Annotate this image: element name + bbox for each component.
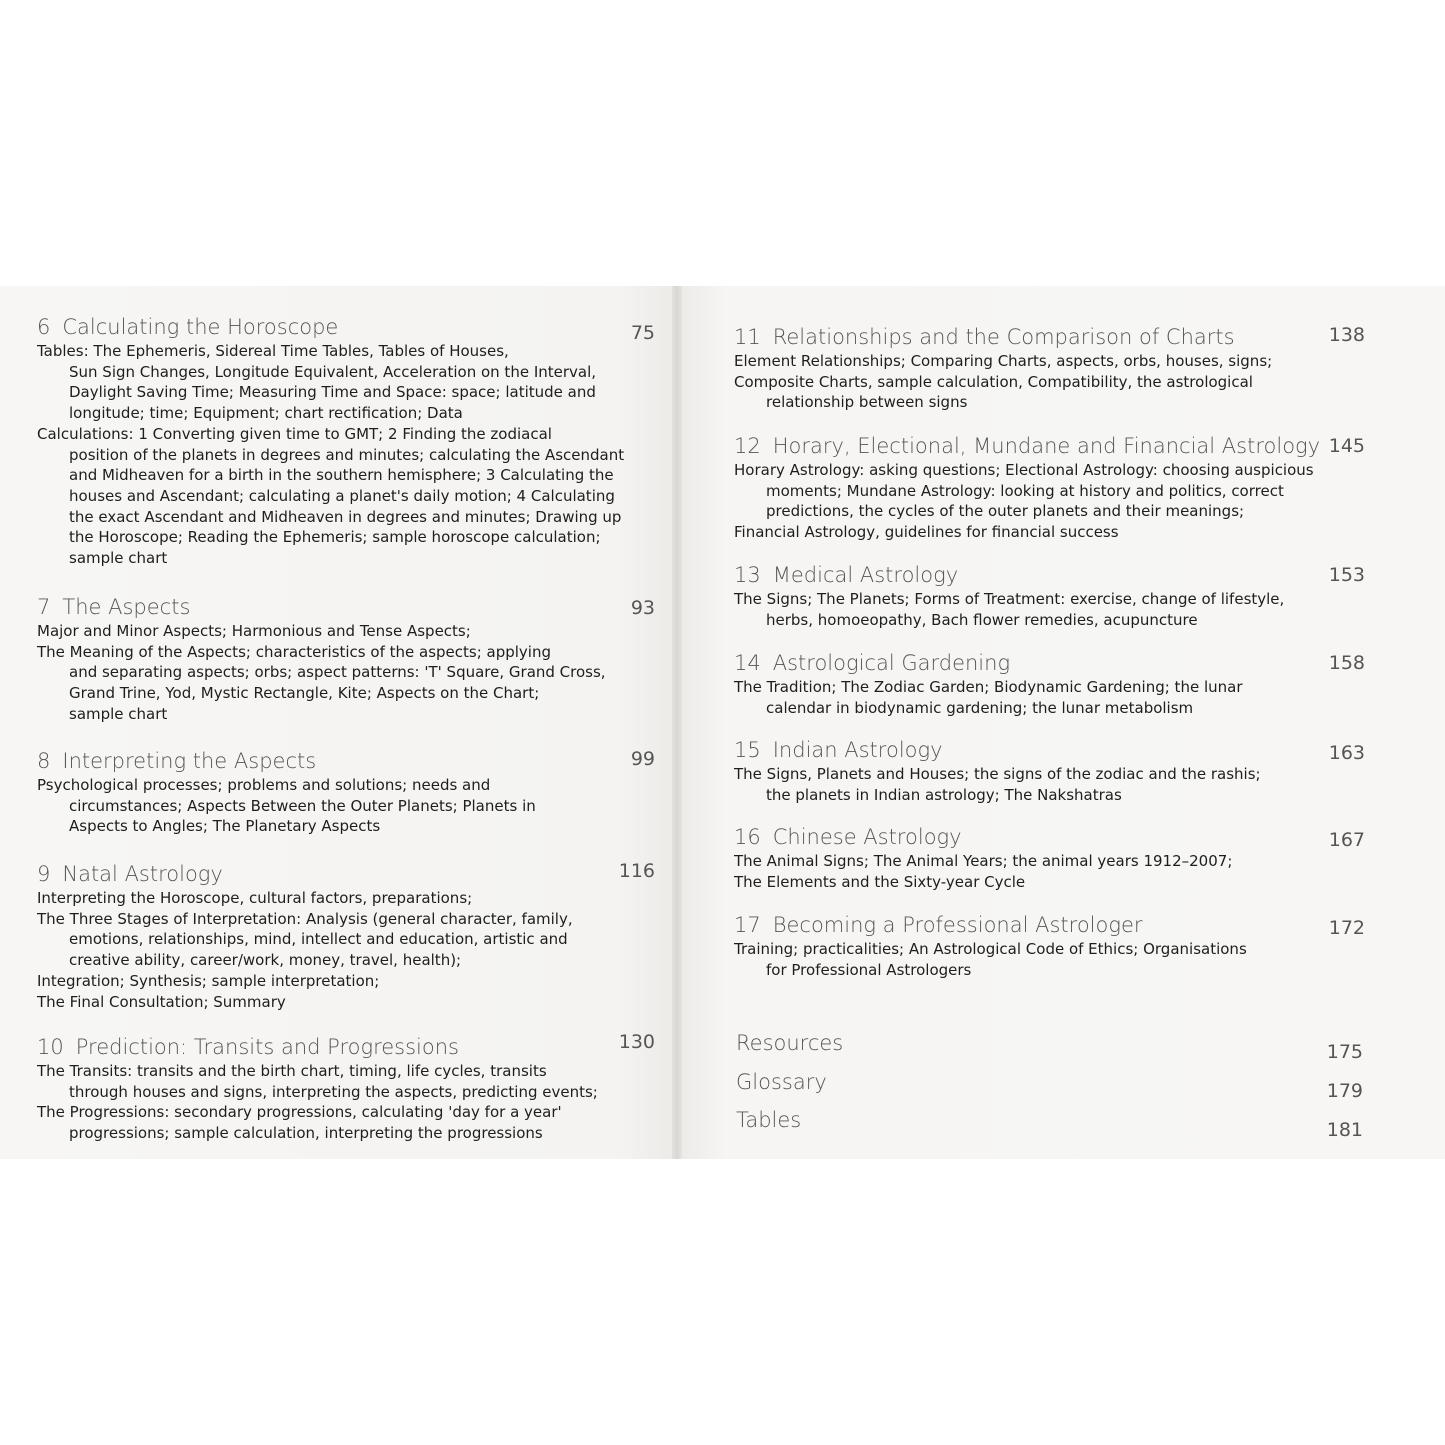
book-gutter bbox=[672, 286, 682, 1159]
chapter-title bbox=[734, 823, 1232, 851]
description-line: Financial Astrology, guidelines for financial success bbox=[734, 523, 1119, 542]
description-line: Psychological processes; problems and solutions; needs and bbox=[37, 776, 491, 794]
chapter-title-text: Relationships and the Comparison of Charts bbox=[772, 325, 1235, 349]
chapter-number: 14 bbox=[734, 651, 761, 675]
description-line: relationship between signs bbox=[766, 393, 968, 412]
chapter-number: 15 bbox=[734, 738, 761, 762]
page-number: 116 bbox=[618, 860, 655, 882]
chapter-number: 6 bbox=[37, 315, 51, 339]
description-line: Element Relationships; Comparing Charts, aspects, orbs, houses, signs; bbox=[734, 352, 1273, 370]
description-line: Tables: The Ephemeris, Sidereal Time Tables, Tables of Houses, bbox=[37, 342, 509, 360]
description-line: Composite Charts, sample calculation, Compatibility, the astrological bbox=[734, 372, 1253, 391]
chapter-title bbox=[37, 593, 606, 621]
description-line: Grand Trine, Yod, Mystic Rectangle, Kite; Aspects on the Chart; bbox=[69, 684, 540, 703]
chapter-number: 8 bbox=[37, 749, 51, 773]
chapter-title bbox=[734, 736, 1261, 764]
page-number: 99 bbox=[630, 748, 655, 770]
description-line: the planets in Indian astrology; The Nakshatras bbox=[766, 785, 1122, 804]
page-number: 93 bbox=[630, 597, 655, 619]
description-line: The Animal Signs; The Animal Years; the animal years 1912–2007; bbox=[734, 852, 1233, 870]
chapter-title-text: Horary, Electional, Mundane and Financial Astrology bbox=[772, 434, 1321, 458]
toc-entry bbox=[734, 649, 1242, 718]
toc-entry bbox=[734, 561, 1284, 630]
page-number: 75 bbox=[630, 322, 655, 344]
description-line: moments; Mundane Astrology: looking at history and politics, correct bbox=[766, 481, 1284, 500]
page-number: 181 bbox=[1326, 1119, 1363, 1141]
back-matter-title: Glossary bbox=[736, 1070, 827, 1094]
description-line: The Progressions: secondary progressions, calculating 'day for a year' bbox=[37, 1103, 562, 1122]
chapter-number: 13 bbox=[734, 563, 761, 587]
description-line: Interpreting the Horoscope, cultural factors, preparations; bbox=[37, 889, 473, 907]
chapter-title-text: Medical Astrology bbox=[772, 563, 959, 587]
chapter-number: 16 bbox=[734, 825, 761, 849]
description-line: The Signs, Planets and Houses; the signs of the zodiac and the rashis; bbox=[734, 765, 1261, 783]
toc-entry bbox=[37, 1033, 598, 1144]
description-line: the Horoscope; Reading the Ephemeris; sample horoscope calculation; bbox=[69, 528, 601, 547]
chapter-title bbox=[37, 860, 573, 888]
description-line: The Signs; The Planets; Forms of Treatment: exercise, change of lifestyle, bbox=[734, 590, 1285, 608]
chapter-title-text: Prediction: Transits and Progressions bbox=[75, 1035, 459, 1059]
description-line: predictions, the cycles of the outer planets and their meanings; bbox=[766, 502, 1245, 521]
chapter-title bbox=[37, 313, 624, 341]
description-line: Calculations: 1 Converting given time to GMT; 2 Finding the zodiacal bbox=[37, 424, 552, 443]
chapter-title bbox=[734, 561, 1284, 589]
description-line: position of the planets in degrees and minutes; calculating the Ascendant bbox=[69, 445, 625, 464]
description-line: sample chart bbox=[69, 549, 168, 568]
chapter-description bbox=[734, 460, 1320, 543]
chapter-title-text: The Aspects bbox=[62, 595, 191, 619]
chapter-description bbox=[37, 621, 606, 725]
description-line: for Professional Astrologers bbox=[766, 960, 972, 979]
page-number: 145 bbox=[1328, 435, 1365, 457]
chapter-description bbox=[734, 939, 1247, 980]
toc-entry bbox=[734, 911, 1247, 980]
chapter-number: 17 bbox=[734, 913, 761, 937]
page-number: 179 bbox=[1326, 1080, 1363, 1102]
chapter-description bbox=[734, 851, 1232, 892]
description-line: Major and Minor Aspects; Harmonious and Tense Aspects; bbox=[37, 622, 471, 640]
toc-entry bbox=[37, 860, 573, 1012]
description-line: Daylight Saving Time; Measuring Time and Space: space; latitude and bbox=[69, 383, 596, 402]
chapter-title bbox=[37, 747, 536, 775]
chapter-description bbox=[734, 677, 1242, 718]
chapter-title bbox=[734, 911, 1247, 939]
chapter-title-text: Calculating the Horoscope bbox=[62, 315, 339, 339]
page-number: 167 bbox=[1328, 829, 1365, 851]
chapter-title-text: Astrological Gardening bbox=[772, 651, 1011, 675]
page-number: 153 bbox=[1328, 564, 1365, 586]
chapter-title bbox=[734, 323, 1272, 351]
page-number: 158 bbox=[1328, 652, 1365, 674]
description-line: Sun Sign Changes, Longitude Equivalent, Acceleration on the Interval, bbox=[69, 362, 597, 381]
chapter-title-text: Natal Astrology bbox=[62, 862, 223, 886]
description-line: The Tradition; The Zodiac Garden; Biodynamic Gardening; the lunar bbox=[734, 678, 1243, 696]
chapter-number: 11 bbox=[734, 325, 761, 349]
description-line: creative ability, career/work, money, travel, health); bbox=[69, 951, 462, 970]
description-line: The Elements and the Sixty-year Cycle bbox=[734, 872, 1026, 891]
chapter-description bbox=[734, 351, 1272, 413]
description-line: the exact Ascendant and Midheaven in degrees and minutes; Drawing up bbox=[69, 507, 622, 526]
description-line: Horary Astrology: asking questions; Electional Astrology: choosing auspicious bbox=[734, 461, 1314, 479]
page-number: 130 bbox=[618, 1031, 655, 1053]
toc-entry bbox=[37, 313, 624, 569]
description-line: Aspects to Angles; The Planetary Aspects bbox=[69, 817, 381, 836]
description-line: progressions; sample calculation, interpreting the progressions bbox=[69, 1124, 543, 1143]
chapter-number: 12 bbox=[734, 434, 761, 458]
description-line: The Three Stages of Interpretation: Analysis (general character, family, bbox=[37, 909, 573, 928]
chapter-description bbox=[37, 341, 624, 569]
description-line: and separating aspects; orbs; aspect patterns: 'T' Square, Grand Cross, bbox=[69, 663, 606, 682]
chapter-description bbox=[37, 1061, 598, 1144]
description-line: circumstances; Aspects Between the Outer Planets; Planets in bbox=[69, 796, 536, 815]
toc-entry bbox=[734, 823, 1232, 892]
page-number: 163 bbox=[1328, 742, 1365, 764]
chapter-description bbox=[734, 764, 1261, 805]
back-matter-title: Resources bbox=[736, 1031, 844, 1055]
page-number: 172 bbox=[1328, 917, 1365, 939]
chapter-title-text: Becoming a Professional Astrologer bbox=[772, 913, 1143, 937]
page-number: 175 bbox=[1326, 1041, 1363, 1063]
chapter-title bbox=[37, 1033, 598, 1061]
chapter-description bbox=[37, 888, 573, 1012]
description-line: herbs, homoeopathy, Bach flower remedies, acupuncture bbox=[766, 610, 1198, 629]
chapter-title bbox=[734, 432, 1320, 460]
chapter-number: 7 bbox=[37, 595, 51, 619]
description-line: houses and Ascendant; calculating a planet's daily motion; 4 Calculating bbox=[69, 486, 615, 505]
back-matter-title: Tables bbox=[736, 1108, 802, 1132]
chapter-title-text: Indian Astrology bbox=[772, 738, 943, 762]
toc-entry bbox=[734, 736, 1261, 805]
description-line: Integration; Synthesis; sample interpretation; bbox=[37, 971, 380, 990]
chapter-number: 9 bbox=[37, 862, 51, 886]
description-line: The Final Consultation; Summary bbox=[37, 992, 286, 1011]
chapter-description bbox=[734, 589, 1284, 630]
toc-entry bbox=[37, 747, 536, 837]
chapter-description bbox=[37, 775, 536, 837]
description-line: longitude; time; Equipment; chart rectification; Data bbox=[69, 404, 463, 423]
chapter-title-text: Chinese Astrology bbox=[772, 825, 962, 849]
description-line: through houses and signs, interpreting the aspects, predicting events; bbox=[69, 1082, 598, 1101]
toc-entry bbox=[734, 323, 1272, 413]
description-line: and Midheaven for a birth in the southern hemisphere; 3 Calculating the bbox=[69, 466, 614, 485]
description-line: Training; practicalities; An Astrological Code of Ethics; Organisations bbox=[734, 940, 1247, 958]
description-line: The Transits: transits and the birth chart, timing, life cycles, transits bbox=[37, 1062, 547, 1080]
description-line: emotions, relationships, mind, intellect and education, artistic and bbox=[69, 930, 568, 949]
description-line: sample chart bbox=[69, 704, 168, 723]
chapter-number: 10 bbox=[37, 1035, 64, 1059]
right-page bbox=[680, 286, 1445, 1159]
toc-entry bbox=[37, 593, 606, 725]
description-line: calendar in biodynamic gardening; the lunar metabolism bbox=[766, 698, 1194, 717]
description-line: The Meaning of the Aspects; characteristics of the aspects; applying bbox=[37, 642, 551, 661]
toc-entry bbox=[734, 432, 1320, 543]
chapter-title-text: Interpreting the Aspects bbox=[62, 749, 317, 773]
page-number: 138 bbox=[1328, 324, 1365, 346]
chapter-title bbox=[734, 649, 1242, 677]
